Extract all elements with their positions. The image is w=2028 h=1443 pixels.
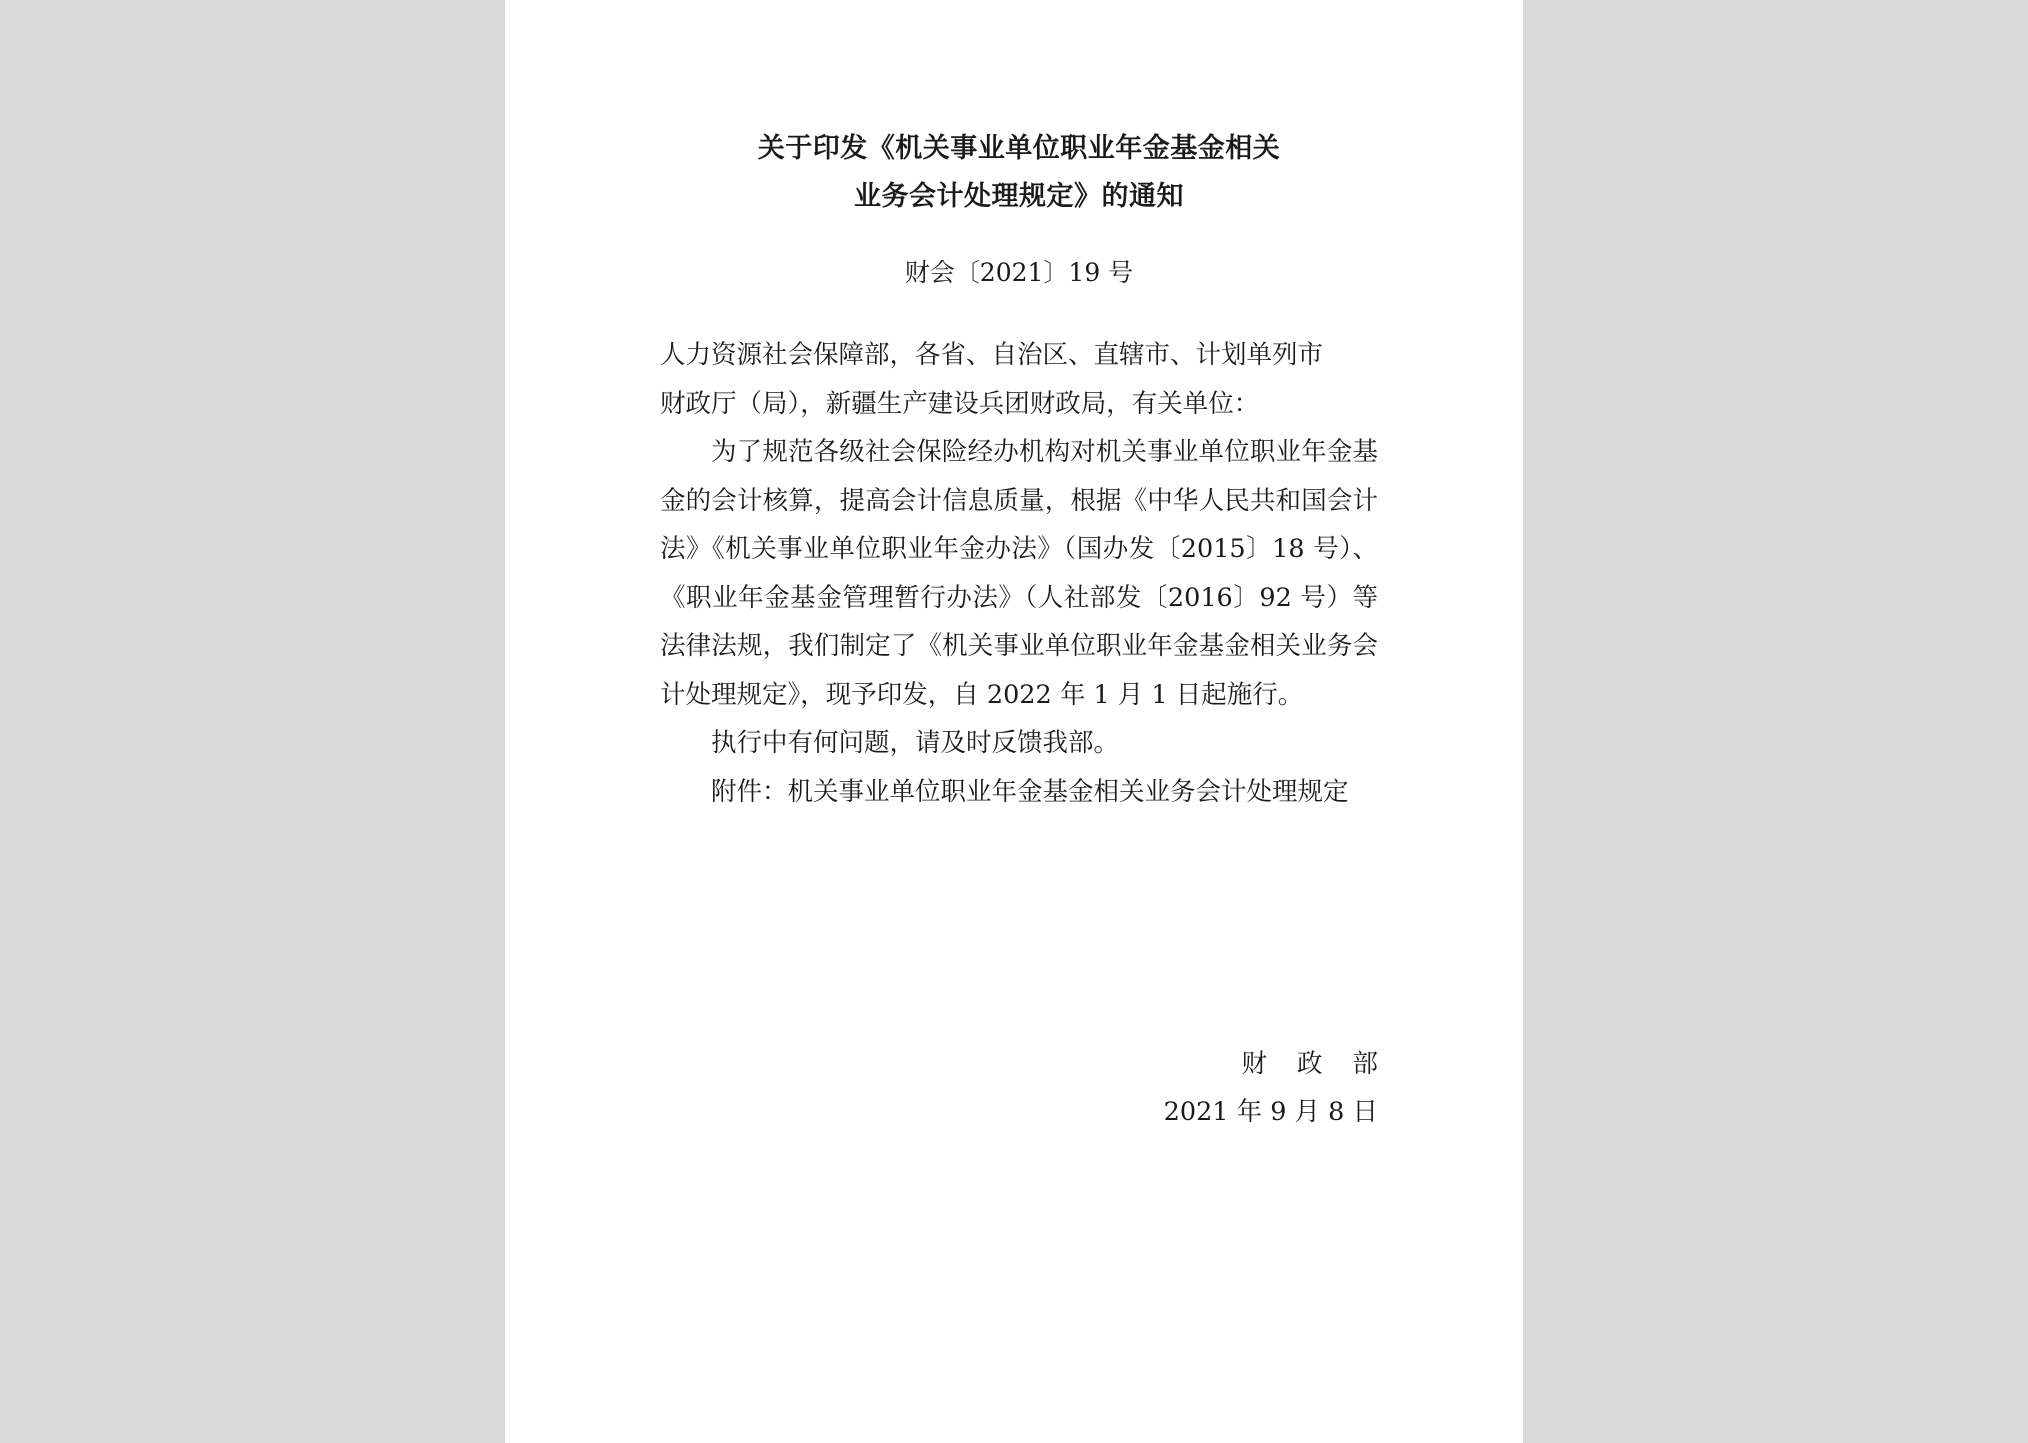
signature-date: 2021 年 9 月 8 日 [1163, 1097, 1378, 1127]
body-paragraph-1: 为了规范各级社会保险经办机构对机关事业单位职业年金基金的会计核算，提高会计信息质量，根据《中华人民共和国会计法》《机关事业单位职业年金办法》（国办发〔2015〕18 号）、《职业年金基金管理暂行办法》（人社部发〔2016〕92 号）等法律法规，我们制定了《机关事业单位职业年金基金相关业务会计处理规定》，现予印发，自 2022 年 1 月 1 日起施行。 [660, 437, 1378, 710]
signature-org: 财政部 [1241, 1049, 1408, 1079]
document-body [660, 331, 1378, 816]
body-paragraph-2: 执行中有何问题，请及时反馈我部。 [711, 728, 1120, 758]
signature-block [1163, 1040, 1408, 1136]
page-content [660, 125, 1408, 1127]
document-title [660, 125, 1378, 221]
title-line-2: 业务会计处理规定》的通知 [854, 181, 1184, 212]
document-page [505, 0, 1523, 1443]
attachment-note: 附件：机关事业单位职业年金基金相关业务会计处理规定 [711, 776, 1349, 807]
document-number: 财会〔2021〕19 号 [904, 258, 1134, 287]
addressee-line-2: 财政厅（局），新疆生产建设兵团财政局，有关单位： [660, 388, 1260, 419]
addressee-line-1: 人力资源社会保障部，各省、自治区、直辖市、计划单列市 [660, 340, 1324, 370]
title-line-1: 关于印发《机关事业单位职业年金基金相关 [757, 133, 1281, 164]
